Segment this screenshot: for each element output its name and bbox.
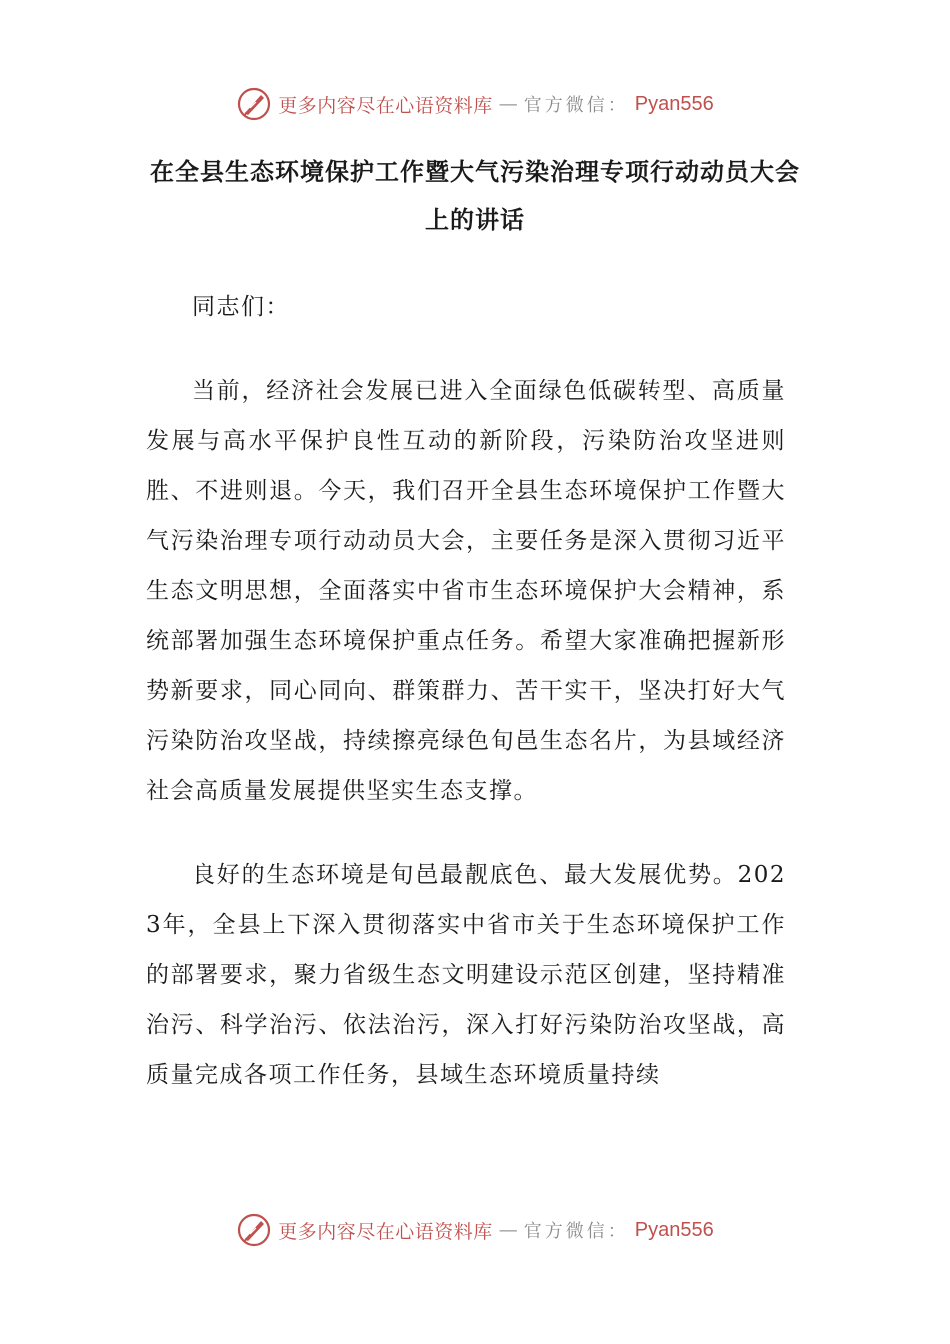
watermark-text: 更多内容尽在心语资料库 bbox=[278, 1220, 493, 1243]
watermark-text: 更多内容尽在心语资料库 bbox=[278, 94, 493, 117]
watermark-contact-label: 官方微信： bbox=[523, 1221, 629, 1242]
document-title: 在全县生态环境保护工作暨大气污染治理专项行动动员大会上的讲话 bbox=[150, 158, 800, 234]
paragraph-2: 良好的生态环境是旬邑最靓底色、最大发展优势。2023年，全县上下深入贯彻落实中省市关于生态环境保护工作的部署要求，聚力省级生态文明建设示范区创建，坚持精准治污、科学治污、依法治污，深入打好污染防治攻坚战，高质量完成各项工作任务，县域生态环境质量持续 bbox=[146, 862, 786, 1088]
watermark-contact-id: Pyan556 bbox=[634, 1218, 714, 1241]
watermark-contact-label: 官方微信： bbox=[523, 95, 629, 116]
watermark-footer bbox=[0, 1208, 950, 1252]
watermark-contact-id: Pyan556 bbox=[634, 92, 714, 115]
document-body bbox=[146, 282, 786, 1134]
watermark-separator: — bbox=[498, 93, 518, 115]
watermark-separator: — bbox=[498, 1219, 518, 1241]
quill-logo-icon bbox=[236, 1212, 272, 1248]
paragraph-1: 当前，经济社会发展已进入全面绿色低碳转型、高质量发展与高水平保护良性互动的新阶段，污染防治攻坚进则胜、不进则退。今天，我们召开全县生态环境保护工作暨大气污染治理专项行动动员大会，主要任务是深入贯彻习近平生态文明思想，全面落实中省市生态环境保护大会精神，系统部署加强生态环境保护重点任务。希望大家准确把握新形势新要求，同心同向、群策群力、苦干实干，坚决打好大气污染防治攻坚战，持续擦亮绿色旬邑生态名片，为县域经济社会高质量发展提供坚实生态支撑。 bbox=[146, 378, 786, 804]
salutation: 同志们： bbox=[192, 294, 290, 320]
watermark-header bbox=[0, 82, 950, 126]
quill-logo-icon bbox=[236, 86, 272, 122]
